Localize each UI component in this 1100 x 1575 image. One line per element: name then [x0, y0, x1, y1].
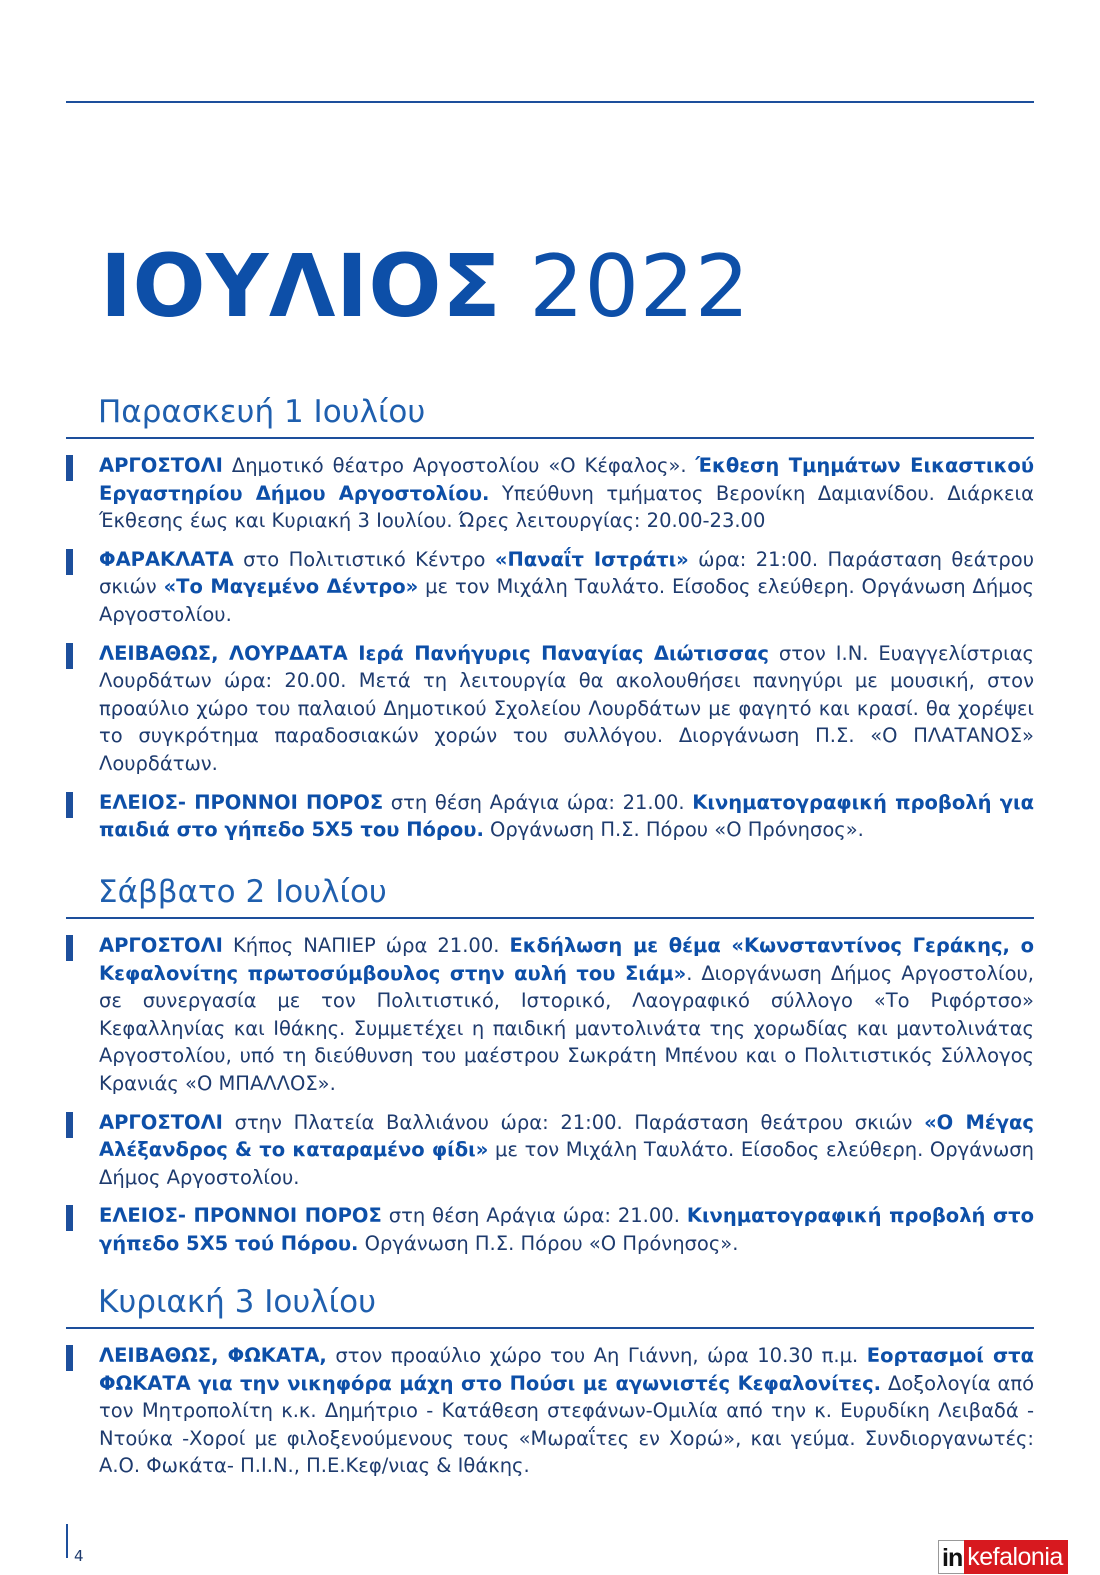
- event-item: [0, 932, 1100, 1098]
- inkefalonia-logo: [938, 1540, 1068, 1574]
- page-title: [100, 232, 750, 342]
- event-detail: Δοξολογία από τον Μητροπολίτη κ.κ. Δημήτριο - Κατάθεση στεφάνων-Ομιλία από την κ. Ευρυδίκη Λειβαδά - Ντούκα -Χοροί με φιλοξενούμενους τους «Μωραΐτες εν Χορώ», και γεύμα. Συνδιοργανωτές: Α.Ο. Φωκάτα- Π.Ι.Ν., Π.Ε.Κεφ/νιας & Ιθάκης.: [99, 1371, 1034, 1478]
- event-detail: με τον Μιχάλη Ταυλάτο. Είσοδος ελεύθερη. Οργάνωση Δήμος Αργοστολίου.: [99, 575, 1034, 626]
- event-highlight: «Το Μαγεμένο Δέντρο»: [163, 575, 419, 599]
- event-detail: Κήπος ΝΑΠΙΕΡ ώρα 21.00.: [222, 934, 510, 957]
- event-highlight: Έκθεση Τμημάτων Εικαστικού Εργαστηρίου Δήμου Αργοστολίου.: [99, 454, 1034, 505]
- event-marker: [66, 643, 73, 669]
- event-item: [0, 452, 1100, 535]
- event-highlight: ΕΛΕΙΟΣ- ΠΡΟΝΝΟΙ ΠΟΡΟΣ: [99, 1204, 382, 1228]
- event-detail: στην Πλατεία Βαλλιάνου ώρα: 21:00. Παράσταση θεάτρου σκιών: [222, 1110, 925, 1134]
- event-detail: Οργάνωση Π.Σ. Πόρου «Ο Πρόνησος».: [483, 818, 864, 842]
- event-highlight: «Ο Μέγας Αλέξανδρος & το καταραμένο φίδι»: [99, 1110, 1034, 1162]
- event-text: [99, 1202, 1034, 1257]
- day-title: Κυριακή 3 Ιουλίου: [98, 1284, 377, 1320]
- event-detail: στη θέση Αράγια ώρα: 21.00.: [381, 1204, 687, 1228]
- event-highlight: Κινηματογραφική προβολή στο γήπεδο 5Χ5 τού Πόρου.: [99, 1204, 1034, 1255]
- event-marker: [66, 549, 73, 575]
- event-item: [0, 1109, 1100, 1192]
- event-text: [99, 1342, 1034, 1480]
- event-highlight: ΑΡΓΟΣΤΟΛΙ: [99, 934, 223, 957]
- year: 2022: [529, 237, 751, 337]
- event-highlight: Εορτασμοί στα ΦΩΚΑΤΑ για την νικηφόρα μάχη στο Πούσι με αγωνιστές Κεφαλονίτες.: [99, 1344, 1034, 1395]
- event-text: [99, 452, 1034, 535]
- day-rule: [66, 437, 1034, 439]
- day-title: Σάββατο 2 Ιουλίου: [98, 874, 387, 910]
- event-list: [0, 1342, 1100, 1491]
- event-text: [99, 932, 1034, 1098]
- top-rule: [66, 101, 1034, 103]
- logo-in: in: [938, 1540, 964, 1574]
- event-item: [0, 789, 1100, 844]
- event-item: [0, 1202, 1100, 1257]
- event-detail: Υπεύθυνη τμήματος Βερονίκη Δαμιανίδου. Διάρκεια Έκθεσης έως και Κυριακή 3 Ιουλίου. Ώρες λειτουργίας: 20.00-23.00: [99, 481, 1034, 533]
- event-detail: στο Πολιτιστικό Κέντρο: [233, 547, 495, 571]
- day-rule: [66, 1327, 1034, 1329]
- day-title: Παρασκευή 1 Ιουλίου: [98, 394, 426, 430]
- event-detail: Δημοτικό θέατρο Αργοστολίου «Ο Κέφαλος».: [222, 454, 696, 477]
- event-detail: . Διοργάνωση Δήμος Αργοστολίου, σε συνεργασία με τον Πολιτιστικό, Ιστορικό, Λαογραφικό σύλλογο «Το Ριφόρτσο» Κεφαλληνίας και Ιθάκης. Συμμετέχει η παιδική μαντολινάτα της χορωδίας και μαντολινάτας Αργοστολίου, υπό τη διεύθυνση του μαέστρου Σωκράτη Μπένου και ο Πολιτιστικός Σύλλογος Κρανιάς «Ο ΜΠΑΛΛΟΣ».: [99, 961, 1034, 1095]
- event-highlight: «Παναΐτ Ιστράτι»: [494, 547, 689, 571]
- event-text: [99, 789, 1034, 844]
- page-number: 4: [74, 1547, 84, 1565]
- event-text: [99, 546, 1034, 629]
- event-text: [99, 1109, 1034, 1192]
- event-text: [99, 640, 1034, 778]
- event-detail: στη θέση Αράγια ώρα: 21.00.: [383, 790, 693, 814]
- event-highlight: ΛΕΙΒΑΘΩΣ, ΦΩΚΑΤΑ,: [99, 1344, 327, 1367]
- event-detail: ώρα: 21:00. Παράσταση θεάτρου σκιών: [99, 547, 1034, 599]
- event-highlight: ΑΡΓΟΣΤΟΛΙ: [99, 1110, 223, 1134]
- event-detail: στον Ι.Ν. Ευαγγελίστριας Λουρδάτων ώρα: 20.00. Μετά τη λειτουργία θα ακολουθήσει πανηγύρι με μουσική, στον προαύλιο χώρο του παλαιού Δημοτικού Σχολείου Λουρδάτων με φαγητό και κρασί. θα χορέψει το συγκρότημα παραδοσιακών χορών του συλλόγου. Διοργάνωση Π.Σ. «Ο ΠΛΑΤΑΝΟΣ» Λουρδάτων.: [99, 641, 1035, 775]
- event-highlight: ΑΡΓΟΣΤΟΛΙ: [99, 454, 223, 477]
- event-marker: [66, 455, 73, 481]
- event-marker: [66, 1205, 73, 1231]
- event-marker: [66, 1345, 73, 1371]
- event-highlight: ΕΛΕΙΟΣ- ΠΡΟΝΝΟΙ ΠΟΡΟΣ: [99, 790, 384, 814]
- event-item: [0, 640, 1100, 778]
- event-marker: [66, 1112, 73, 1138]
- logo-kefalonia: kefalonia: [964, 1540, 1068, 1574]
- event-detail: στον προαύλιο χώρο του Αη Γιάννη, ώρα 10.30 π.μ.: [326, 1344, 867, 1367]
- event-marker: [66, 792, 73, 818]
- event-list: [0, 932, 1100, 1269]
- event-list: [0, 452, 1100, 855]
- day-rule: [66, 917, 1034, 919]
- event-highlight: Κινηματογραφική προβολή για παιδιά στο γήπεδο 5Χ5 του Πόρου.: [99, 790, 1034, 842]
- event-item: [0, 546, 1100, 629]
- page-number-bar: [66, 1524, 68, 1558]
- month-name: ΙΟΥΛΙΟΣ: [100, 237, 502, 337]
- event-item: [0, 1342, 1100, 1480]
- event-highlight: Εκδήλωση με θέμα «Κωνσταντίνος Γεράκης, ο Κεφαλονίτης πρωτοσύμβουλος στην αυλή του Σιάμ»: [99, 934, 1034, 985]
- event-marker: [66, 935, 73, 961]
- event-highlight: ΛΕΙΒΑΘΩΣ, ΛΟΥΡΔΑΤΑ Ιερά Πανήγυρις Παναγίας Διώτισσας: [99, 641, 769, 665]
- event-highlight: ΦΑΡΑΚΛΑΤΑ: [99, 547, 234, 571]
- event-detail: με τον Μιχάλη Ταυλάτο. Είσοδος ελεύθερη. Οργάνωση Δήμος Αργοστολίου.: [99, 1138, 1034, 1189]
- event-detail: Οργάνωση Π.Σ. Πόρου «Ο Πρόνησος».: [358, 1231, 739, 1255]
